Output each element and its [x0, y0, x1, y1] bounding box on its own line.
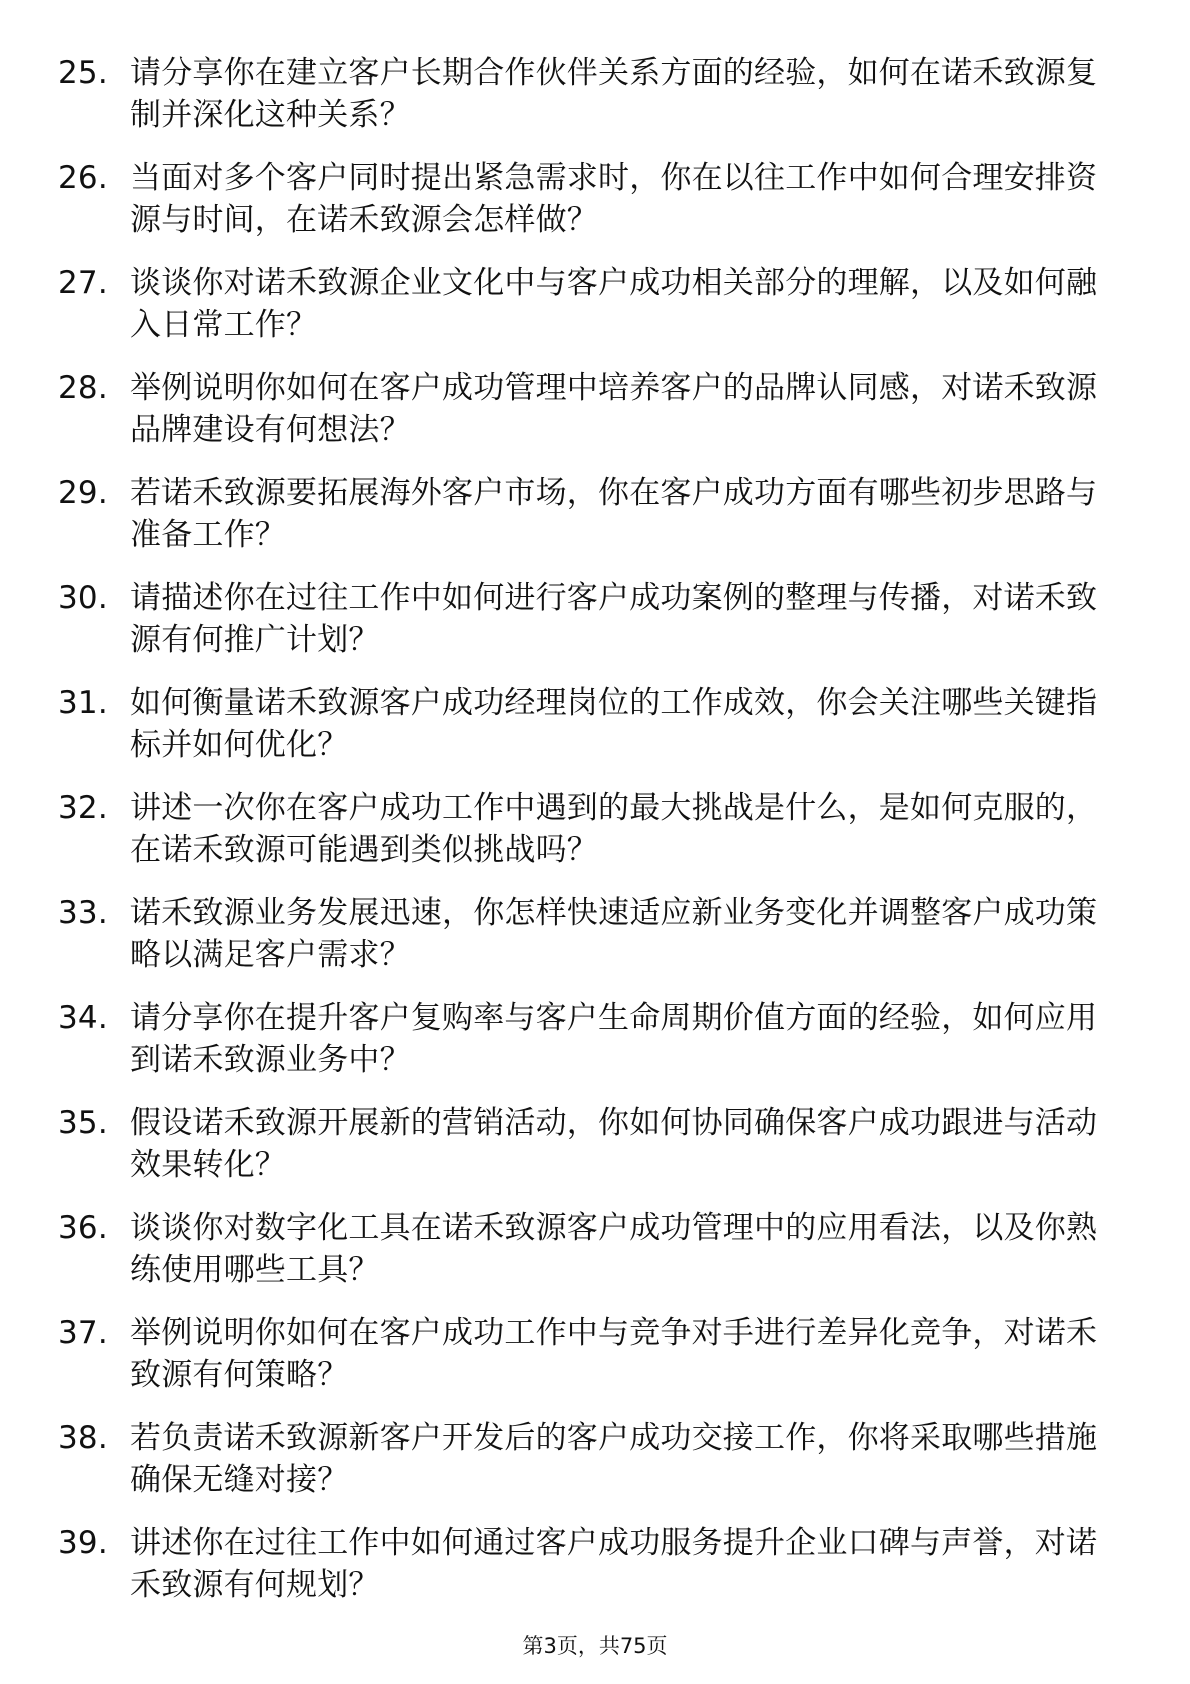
- question-item: [58, 1522, 1118, 1606]
- question-number: 27.: [58, 265, 108, 301]
- question-text: 若诺禾致源要拓展海外客户市场，你在客户成功方面有哪些初步思路与准备工作？: [130, 475, 1098, 553]
- question-text: 请分享你在建立客户长期合作伙伴关系方面的经验，如何在诺禾致源复制并深化这种关系？: [130, 55, 1098, 133]
- question-number: 38.: [58, 1420, 108, 1456]
- question-number: 28.: [58, 370, 108, 406]
- question-number: 34.: [58, 1000, 108, 1036]
- question-item: [58, 1102, 1118, 1186]
- question-item: [58, 157, 1118, 241]
- question-text: 请分享你在提升客户复购率与客户生命周期价值方面的经验，如何应用到诺禾致源业务中？: [130, 1000, 1098, 1078]
- question-number: 26.: [58, 160, 108, 196]
- question-item: [58, 1207, 1118, 1291]
- question-text: 若负责诺禾致源新客户开发后的客户成功交接工作，你将采取哪些措施确保无缝对接？: [130, 1420, 1098, 1498]
- question-item: [58, 472, 1118, 556]
- question-number: 36.: [58, 1210, 108, 1246]
- question-number: 30.: [58, 580, 108, 616]
- question-text: 假设诺禾致源开展新的营销活动，你如何协同确保客户成功跟进与活动效果转化？: [130, 1105, 1098, 1183]
- question-text: 举例说明你如何在客户成功管理中培养客户的品牌认同感，对诺禾致源品牌建设有何想法？: [130, 370, 1098, 448]
- question-number: 31.: [58, 685, 108, 721]
- question-number: 37.: [58, 1315, 108, 1351]
- question-item: [58, 682, 1118, 766]
- question-text: 举例说明你如何在客户成功工作中与竞争对手进行差异化竞争，对诺禾致源有何策略？: [130, 1315, 1098, 1393]
- question-number: 33.: [58, 895, 108, 931]
- question-item: [58, 1417, 1118, 1501]
- question-text: 谈谈你对数字化工具在诺禾致源客户成功管理中的应用看法，以及你熟练使用哪些工具？: [130, 1210, 1098, 1288]
- question-text: 诺禾致源业务发展迅速，你怎样快速适应新业务变化并调整客户成功策略以满足客户需求？: [130, 895, 1098, 973]
- question-text: 谈谈你对诺禾致源企业文化中与客户成功相关部分的理解，以及如何融入日常工作？: [130, 265, 1098, 343]
- question-item: [58, 997, 1118, 1081]
- question-item: [58, 262, 1118, 346]
- question-item: [58, 892, 1118, 976]
- question-item: [58, 577, 1118, 661]
- question-list: [58, 52, 1118, 1627]
- question-text: 请描述你在过往工作中如何进行客户成功案例的整理与传播，对诺禾致源有何推广计划？: [130, 580, 1098, 658]
- question-number: 32.: [58, 790, 108, 826]
- question-item: [58, 52, 1118, 136]
- question-text: 讲述你在过往工作中如何通过客户成功服务提升企业口碑与声誉，对诺禾致源有何规划？: [130, 1525, 1098, 1603]
- question-item: [58, 1312, 1118, 1396]
- question-item: [58, 787, 1118, 871]
- question-item: [58, 367, 1118, 451]
- question-number: 35.: [58, 1105, 108, 1141]
- question-text: 当面对多个客户同时提出紧急需求时，你在以往工作中如何合理安排资源与时间，在诺禾致源会怎样做？: [130, 160, 1098, 238]
- question-number: 39.: [58, 1525, 108, 1561]
- page-footer: [0, 1632, 1190, 1660]
- question-number: 25.: [58, 55, 108, 91]
- question-number: 29.: [58, 475, 108, 511]
- page-number-label: 第3页，共75页: [522, 1634, 668, 1658]
- question-text: 讲述一次你在客户成功工作中遇到的最大挑战是什么，是如何克服的，在诺禾致源可能遇到类似挑战吗？: [130, 790, 1098, 868]
- question-text: 如何衡量诺禾致源客户成功经理岗位的工作成效，你会关注哪些关键指标并如何优化？: [130, 685, 1098, 763]
